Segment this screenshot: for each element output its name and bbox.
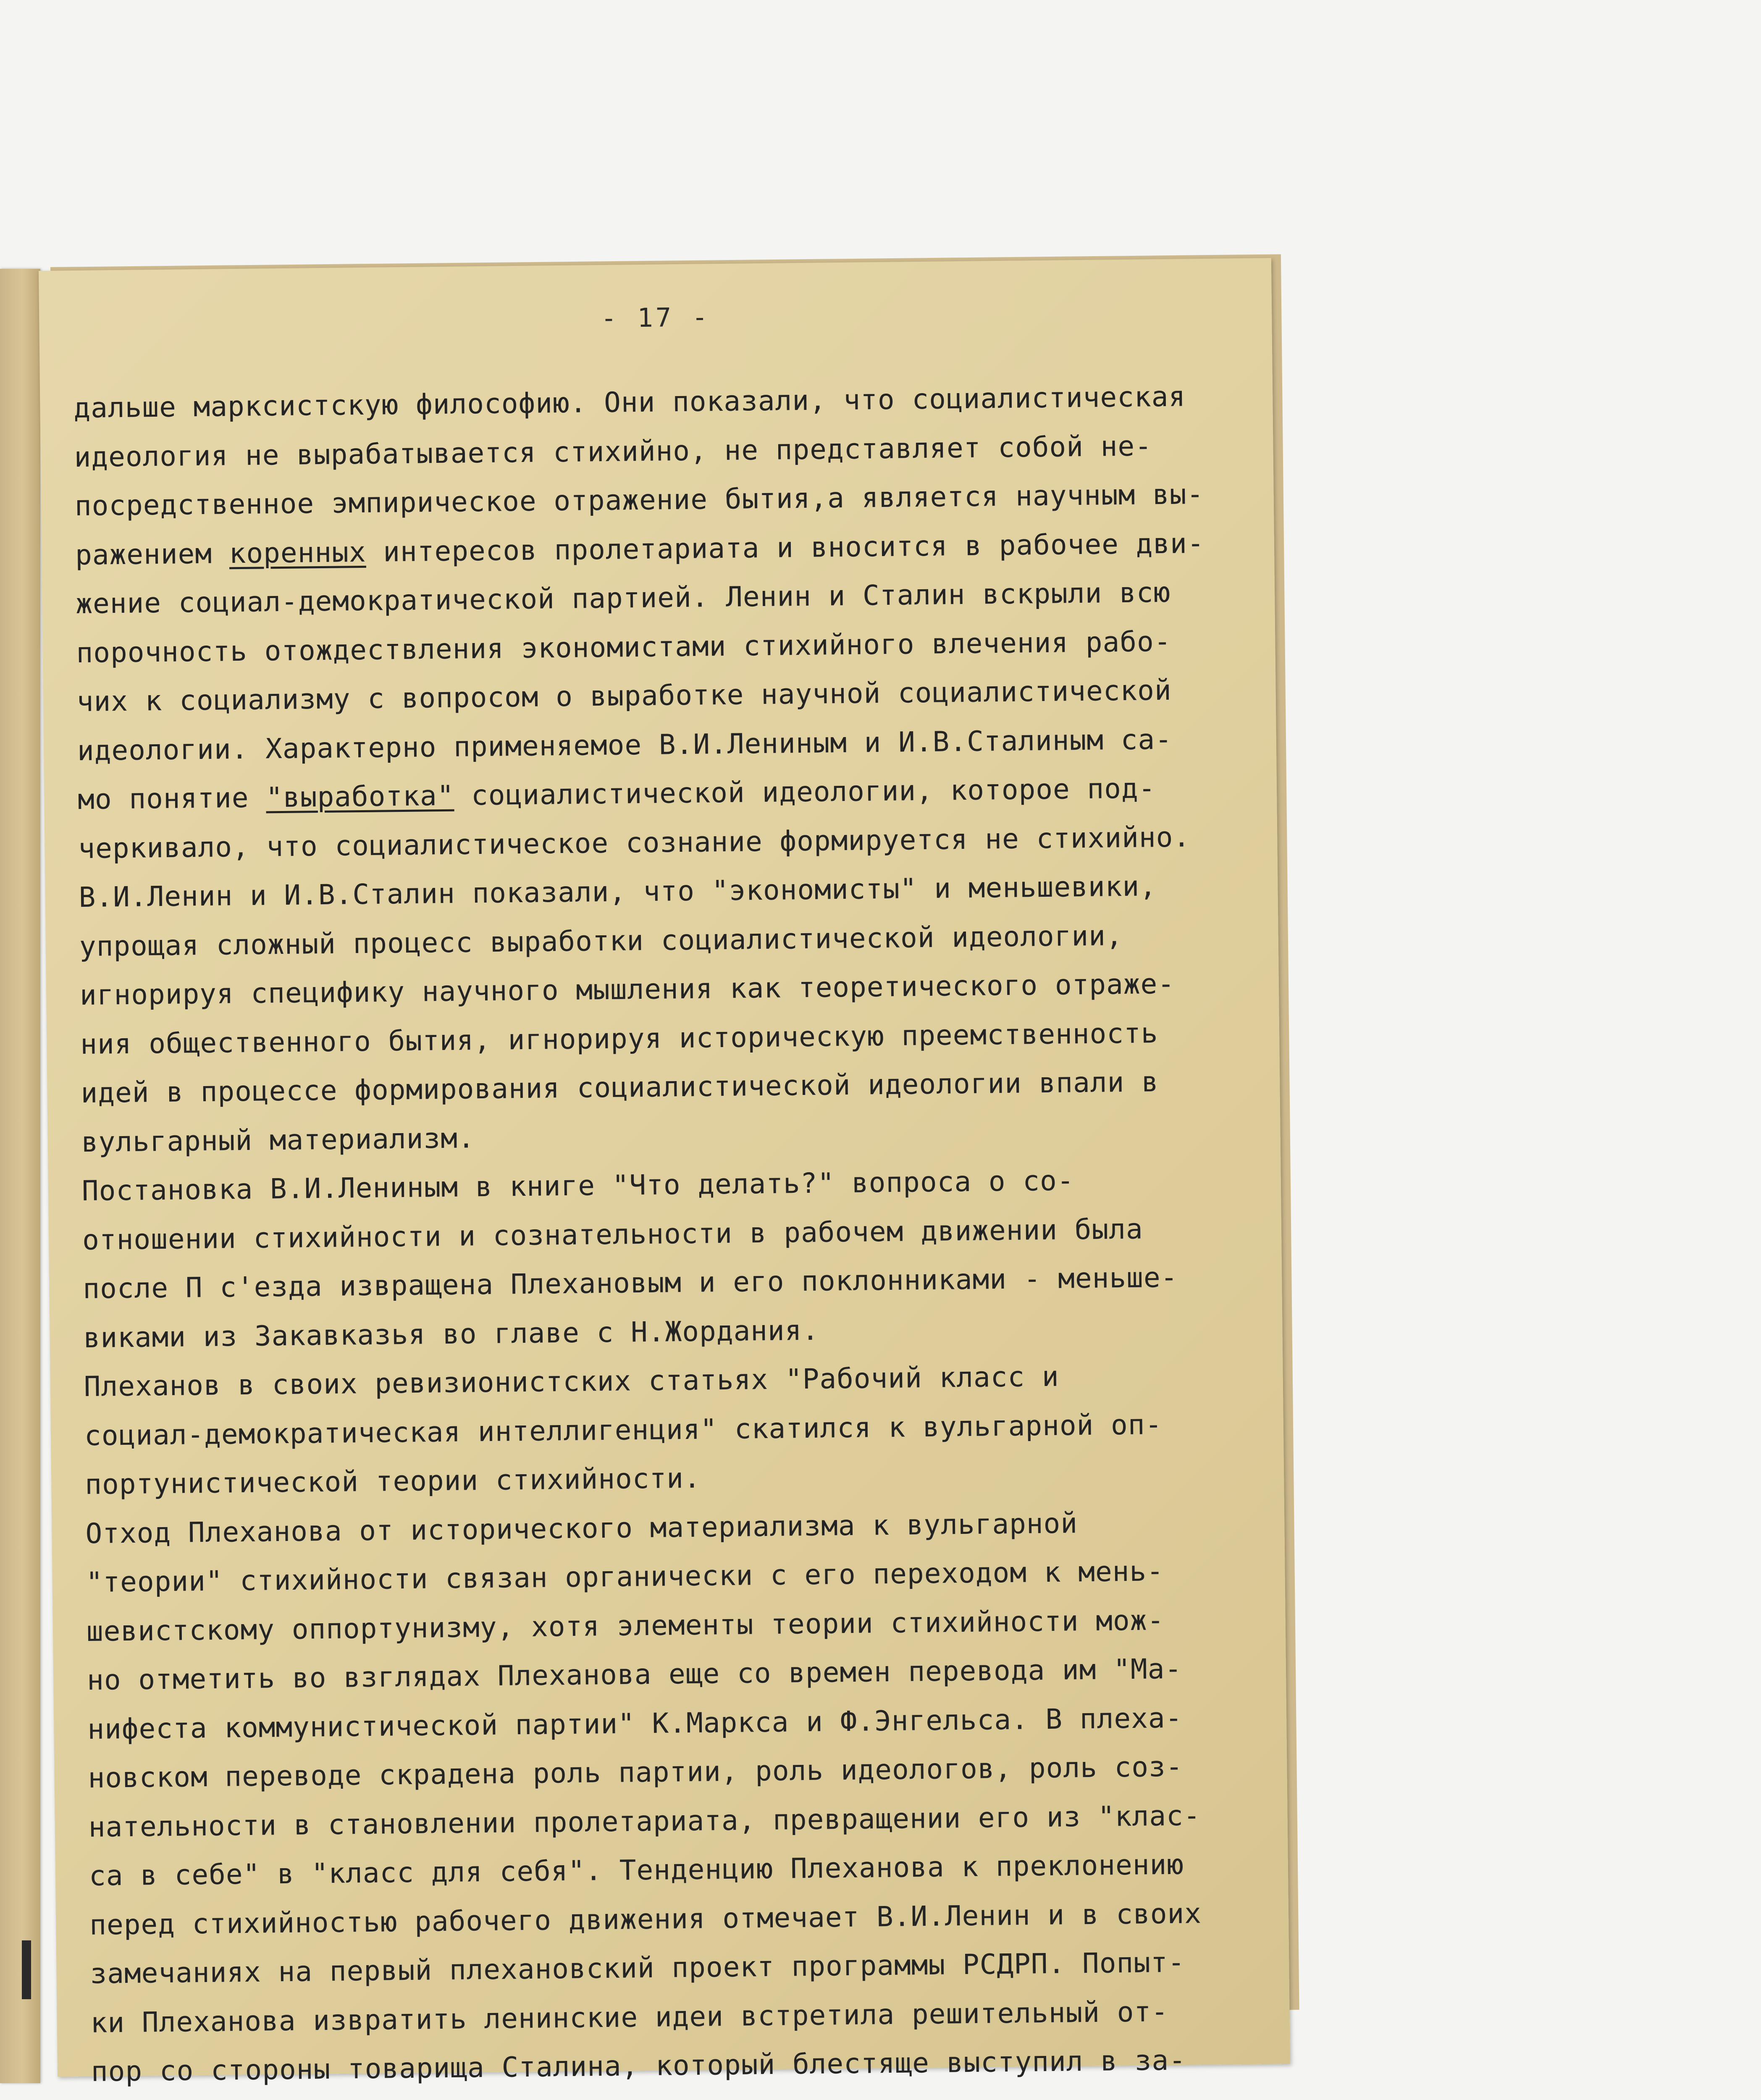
text-segment: мо понятие — [77, 781, 266, 816]
text-segment: ражением — [75, 537, 230, 571]
text-segment: посредственное эмпирическое отражение бытия,а является научным вы- — [74, 478, 1204, 522]
text-segment: чих к социализму с вопросом о выработке научной социалистической — [76, 674, 1172, 718]
text-segment: но отметить во взглядах Плеханова еще со времен перевода им "Ма- — [87, 1652, 1182, 1696]
text-segment: идей в процессе формирования социалистической идеологии впали в — [81, 1066, 1159, 1110]
text-segment: новском переводе скрадена роль партии, роль идеологов, роль соз- — [88, 1750, 1183, 1794]
text-segment: портунистической теории стихийности. — [84, 1462, 701, 1501]
text-segment: после П с'езда извращена Плехановым и его поклонниками - меньше- — [82, 1261, 1178, 1305]
text-segment: игнорируя специфику научного мышления как теоретического отраже- — [79, 967, 1175, 1012]
text-segment: вульгарный материализм. — [81, 1121, 475, 1158]
text-segment: виками из Закавказья во главе с Н.Жордания. — [83, 1314, 819, 1354]
binding-mark — [22, 1940, 31, 1999]
text-segment: В.И.Ленин и И.В.Сталин показали, что "экономисты" и меньшевики, — [79, 870, 1157, 914]
underlined-word: коренных — [229, 536, 366, 570]
text-segment: идеология не вырабатывается стихийно, не представляет собой не- — [74, 429, 1152, 473]
left-page-edge — [0, 269, 40, 2083]
text-segment: "теории" стихийности связан органически с его переходом к мень- — [86, 1555, 1164, 1599]
text-segment: шевистскому оппортунизму, хотя элементы теории стихийности мож- — [86, 1604, 1165, 1648]
text-segment: жение социал-демократической партией. Ленин и Сталин вскрыли всю — [75, 576, 1171, 620]
text-segment: Постановка В.И.Лениным в книге "Что делать?" вопроса о со- — [81, 1164, 1074, 1208]
text-segment: социал-демократическая интеллигенция" скатился к вульгарной оп- — [84, 1408, 1163, 1452]
text-segment: ния общественного бытия, игнорируя историческую преемственность — [80, 1016, 1158, 1060]
body-text — [73, 372, 1268, 2097]
text-segment: перед стихийностью рабочего движения отмечает В.И.Ленин и в своих — [89, 1897, 1202, 1941]
text-segment: черкивало, что социалистическое сознание формируется не стихийно. — [78, 820, 1191, 865]
page-number: - 17 - — [601, 302, 711, 333]
text-segment: нифеста коммунистической партии" К.Маркса и Ф.Энгельса. В плеха- — [87, 1701, 1183, 1746]
text-segment: замечаниях на первый плехановский проект программы РСДРП. Попыт- — [90, 1946, 1185, 1990]
text-segment: отношении стихийности и сознательности в рабочем движении была — [82, 1213, 1144, 1256]
text-segment: дальше марксистскую философию. Они показали, что социалистическая — [73, 380, 1186, 425]
text-segment: порочность отождествления экономистами стихийного влечения рабо- — [76, 625, 1171, 669]
text-segment: упрощая сложный процесс выработки социалистической идеологии, — [79, 919, 1123, 963]
document-page — [39, 258, 1290, 2088]
text-segment: социалистической идеологии, которое под- — [454, 772, 1156, 812]
text-segment: интересов пролетариата и вносится в рабочее дви- — [366, 527, 1205, 568]
text-segment: са в себе" в "класс для себя". Тенденцию Плеханова к преклонению — [89, 1848, 1184, 1892]
text-segment: ки Плеханова извратить ленинские идеи встретила решительный от- — [90, 1995, 1169, 2039]
text-segment: нательности в становлении пролетариата, превращении его из "клас- — [88, 1799, 1201, 1843]
text-segment: пор со стороны товарища Сталина, который блестяще выступил в за- — [91, 2044, 1186, 2088]
text-segment: Отход Плеханова от исторического материализма к вульгарной — [85, 1507, 1078, 1550]
text-segment: Плеханов в своих ревизионистских статьях "Рабочий класс и — [84, 1360, 1060, 1403]
underlined-word: "выработка" — [265, 779, 454, 814]
text-segment: идеологии. Характерно применяемое В.И.Лениным и И.В.Сталиным са- — [77, 723, 1173, 767]
